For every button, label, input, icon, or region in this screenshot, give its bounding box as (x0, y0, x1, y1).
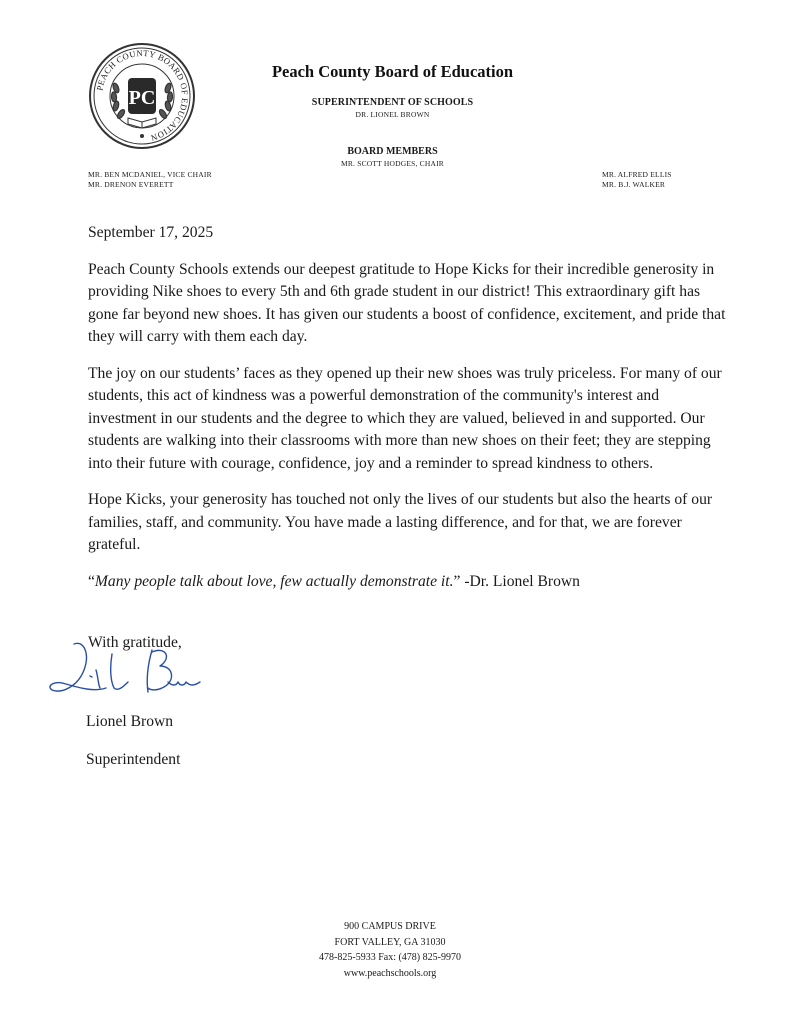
board-members-left (88, 170, 212, 190)
footer-phone-fax: 478-825-5933 Fax: (478) 825-9970 (319, 952, 461, 963)
board-chair: MR. SCOTT HODGES, CHAIR (340, 159, 444, 168)
board-member: MR. ALFRED ELLIS (602, 170, 672, 179)
letter-paragraph: The joy on our students’ faces as they opened up their new shoes was truly priceless. For many of our students, this act of kindness was a powerful demonstration of the community's interest and investment in our students and the degree to which they are valued, believed in and supported. Our students are walking into their classrooms with more than new shoes on their feet; they are stepping into their future with courage, confidence, joy and a reminder to spread kindness to others. (88, 364, 722, 472)
footer-address (240, 919, 540, 981)
letter-date: September 17, 2025 (88, 224, 214, 241)
board-member: MR. BEN MCDANIEL, VICE CHAIR (88, 170, 212, 179)
footer-city: FORT VALLEY, GA 31030 (334, 936, 446, 948)
seal-monogram: PC (128, 87, 156, 109)
letter-paragraph: Hope Kicks, your generosity has touched not only the lives of our students but also the hearts of our families, staff, and community. You have made a lasting difference, and for that, we are forever grateful. (88, 491, 713, 553)
letter-quote (88, 571, 728, 594)
organization-name: Peach County Board of Education (271, 62, 514, 81)
board-member: MR. DRENON EVERETT (88, 180, 174, 189)
superintendent-name: DR. LIONEL BROWN (355, 110, 430, 119)
footer-website: www.peachschools.org (343, 967, 437, 979)
quote-close-mark: ” (453, 572, 461, 590)
letter-body (88, 222, 728, 607)
seal-ring-text: PEACH COUNTY BOARD OF EDUCATION (94, 47, 191, 144)
signer-title: Superintendent (86, 751, 181, 768)
superintendent-title: SUPERINTENDENT OF SCHOOLS (311, 97, 474, 108)
quote-attribution: -Dr. Lionel Brown (460, 572, 580, 590)
quote-open-mark: “ (88, 572, 95, 590)
signature-image (44, 636, 214, 702)
board-seal-logo (88, 42, 196, 150)
board-members-title: BOARD MEMBERS (347, 146, 438, 157)
signer-name: Lionel Brown (86, 713, 174, 730)
letter-paragraph: Peach County Schools extends our deepest gratitude to Hope Kicks for their incredible generosity in providing Nike shoes to every 5th and 6th grade student in our district! This extraordinary gift has gone far beyond new shoes. It has given our students a boost of confidence, excitement, and pride that they will carry with them each day. (88, 260, 726, 345)
letter-closing: With gratitude, (88, 634, 182, 651)
board-members-right (602, 170, 672, 190)
footer-street: 900 CAMPUS DRIVE (344, 921, 436, 932)
quote-text: Many people talk about love, few actually demonstrate it. (94, 572, 454, 590)
board-member: MR. B.J. WALKER (602, 180, 666, 189)
